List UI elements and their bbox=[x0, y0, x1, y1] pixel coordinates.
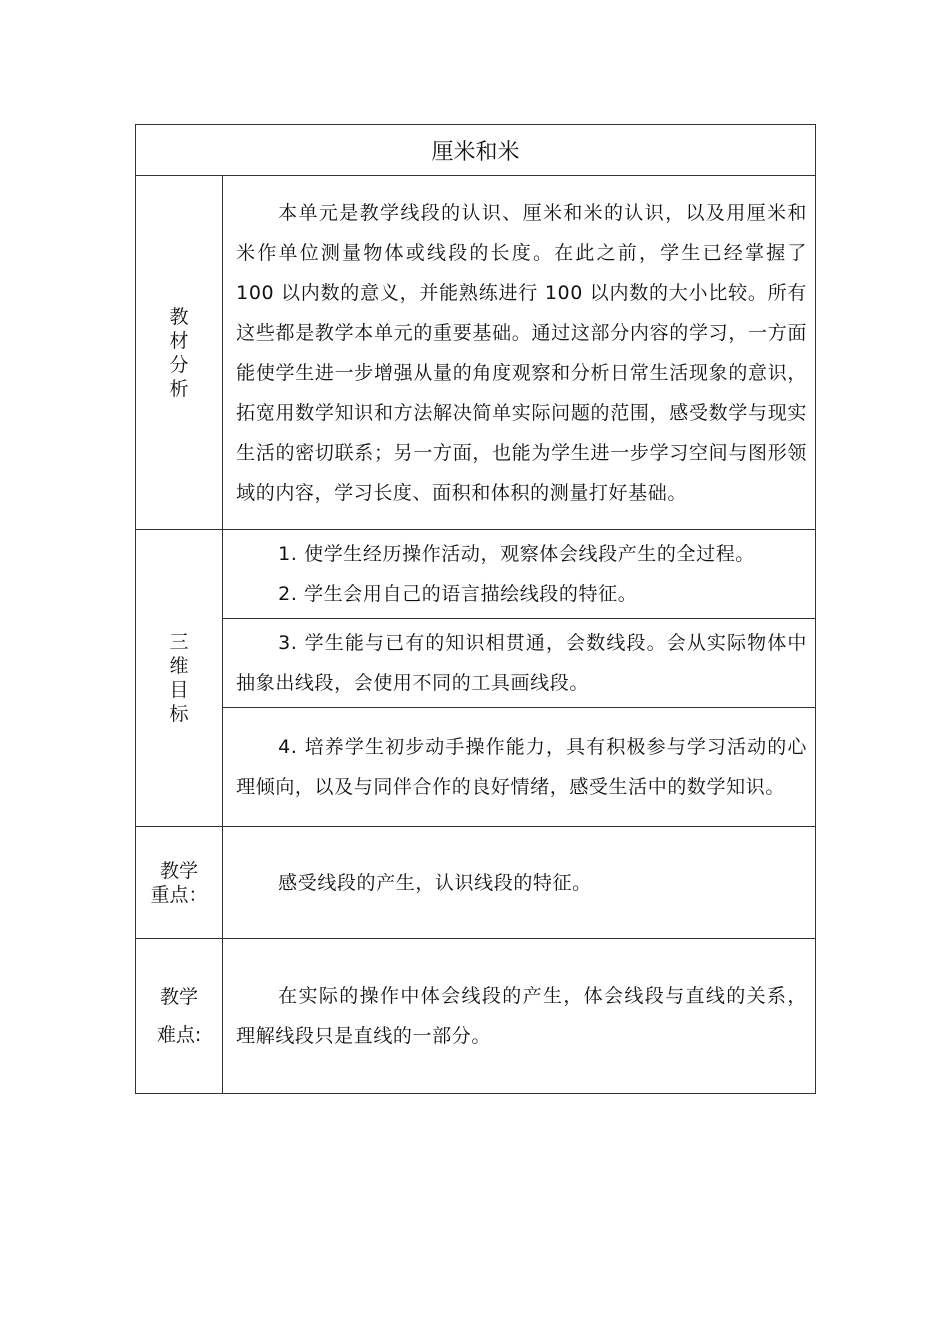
focus-row bbox=[136, 827, 816, 939]
material-row bbox=[136, 176, 816, 530]
difficulty-row bbox=[136, 939, 816, 1094]
goals-label-char: 目 bbox=[169, 679, 189, 701]
goal-item: 4. 培养学生初步动手操作能力，具有积极参与学习活动的心理倾向，以及与同伴合作的良好情绪，感受生活中的数学知识。 bbox=[223, 708, 816, 827]
goals-label-char: 维 bbox=[169, 655, 189, 677]
difficulty-text: 在实际的操作中体会线段的产生，体会线段与直线的关系，理解线段只是直线的一部分。 bbox=[223, 939, 816, 1094]
lesson-plan-table bbox=[135, 124, 816, 1094]
material-label-char: 分 bbox=[169, 353, 189, 376]
goal-item: 2. 学生会用自己的语言描绘线段的特征。 bbox=[278, 583, 638, 605]
goals-row-3 bbox=[136, 708, 816, 827]
material-label-char: 析 bbox=[169, 377, 189, 400]
goals-label bbox=[136, 530, 223, 827]
page-title: 厘米和米 bbox=[136, 125, 816, 176]
material-label-char: 教 bbox=[169, 305, 189, 328]
difficulty-label bbox=[136, 939, 223, 1094]
goals-label-char: 三 bbox=[169, 631, 189, 653]
goals-row-2 bbox=[136, 619, 816, 708]
goal-cell bbox=[223, 530, 816, 619]
goal-item: 1. 使学生经历操作活动，观察体会线段产生的全过程。 bbox=[278, 543, 755, 565]
material-label bbox=[136, 176, 223, 530]
difficulty-label-line: 教学 bbox=[160, 985, 199, 1008]
focus-text: 感受线段的产生，认识线段的特征。 bbox=[223, 827, 816, 939]
material-label-char: 材 bbox=[169, 329, 189, 352]
focus-label-line: 重点： bbox=[150, 883, 208, 906]
material-analysis-text: 本单元是教学线段的认识、厘米和米的认识，以及用厘米和米作单位测量物体或线段的长度。在此之前，学生已经掌握了 100 以内数的意义，并能熟练进行 100 以内数的大小比较。所有这些都是教学本单元的重要基础。通过这部分内容的学习，一方面能使学生进一步增强从量的角度观察和分析日常生活现象的意识，拓宽用数学知识和方法解决简单实际问题的范围，感受数学与现实生活的密切联系；另一方面，也能为学生进一步学习空间与图形领域的内容，学习长度、面积和体积的测量打好基础。 bbox=[223, 176, 816, 530]
title-row bbox=[136, 125, 816, 176]
goal-item: 3. 学生能与已有的知识相贯通，会数线段。会从实际物体中抽象出线段，会使用不同的工具画线段。 bbox=[223, 619, 816, 708]
goals-label-char: 标 bbox=[169, 703, 189, 725]
goals-row-1 bbox=[136, 530, 816, 619]
focus-label bbox=[136, 827, 223, 939]
focus-label-line: 教学 bbox=[160, 859, 199, 882]
difficulty-label-line: 难点: bbox=[156, 1023, 202, 1046]
